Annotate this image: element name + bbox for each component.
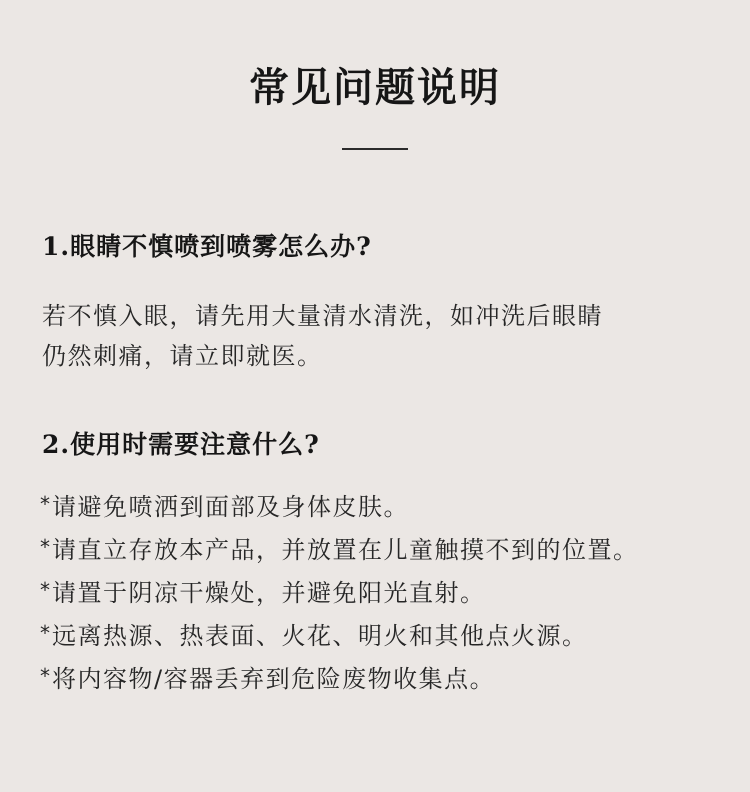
answer-1-line-1: 若不慎入眼，请先用大量清水清洗，如冲洗后眼睛 — [42, 302, 603, 330]
asterisk-bullet: * — [40, 535, 50, 559]
list-item — [40, 484, 639, 527]
title-divider — [342, 148, 408, 150]
list-item — [40, 570, 639, 613]
answer-1-text — [42, 296, 722, 376]
list-item — [40, 527, 639, 570]
list-item-text: 请直立存放本产品，并放置在儿童触摸不到的位置。 — [52, 536, 639, 564]
list-item-text: 请避免喷洒到面部及身体皮肤。 — [52, 493, 409, 521]
list-item-text: 请置于阴凉干燥处，并避免阳光直射。 — [52, 579, 486, 607]
list-item-text: 将内容物/容器丢弃到危险废物收集点。 — [52, 665, 496, 693]
precautions-list — [40, 484, 639, 699]
asterisk-bullet: * — [40, 492, 50, 516]
asterisk-bullet: * — [40, 664, 50, 688]
question-1-heading: 1.眼睛不慎喷到喷雾怎么办? — [42, 232, 372, 261]
page-title: 常见问题说明 — [249, 64, 501, 111]
asterisk-bullet: * — [40, 621, 50, 645]
list-item-text: 远离热源、热表面、火花、明火和其他点火源。 — [52, 622, 588, 650]
list-item — [40, 613, 639, 656]
question-2-heading: 2.使用时需要注意什么? — [42, 430, 320, 459]
answer-1-line-2: 仍然刺痛，请立即就医。 — [42, 342, 323, 370]
list-item — [40, 656, 639, 699]
asterisk-bullet: * — [40, 578, 50, 602]
